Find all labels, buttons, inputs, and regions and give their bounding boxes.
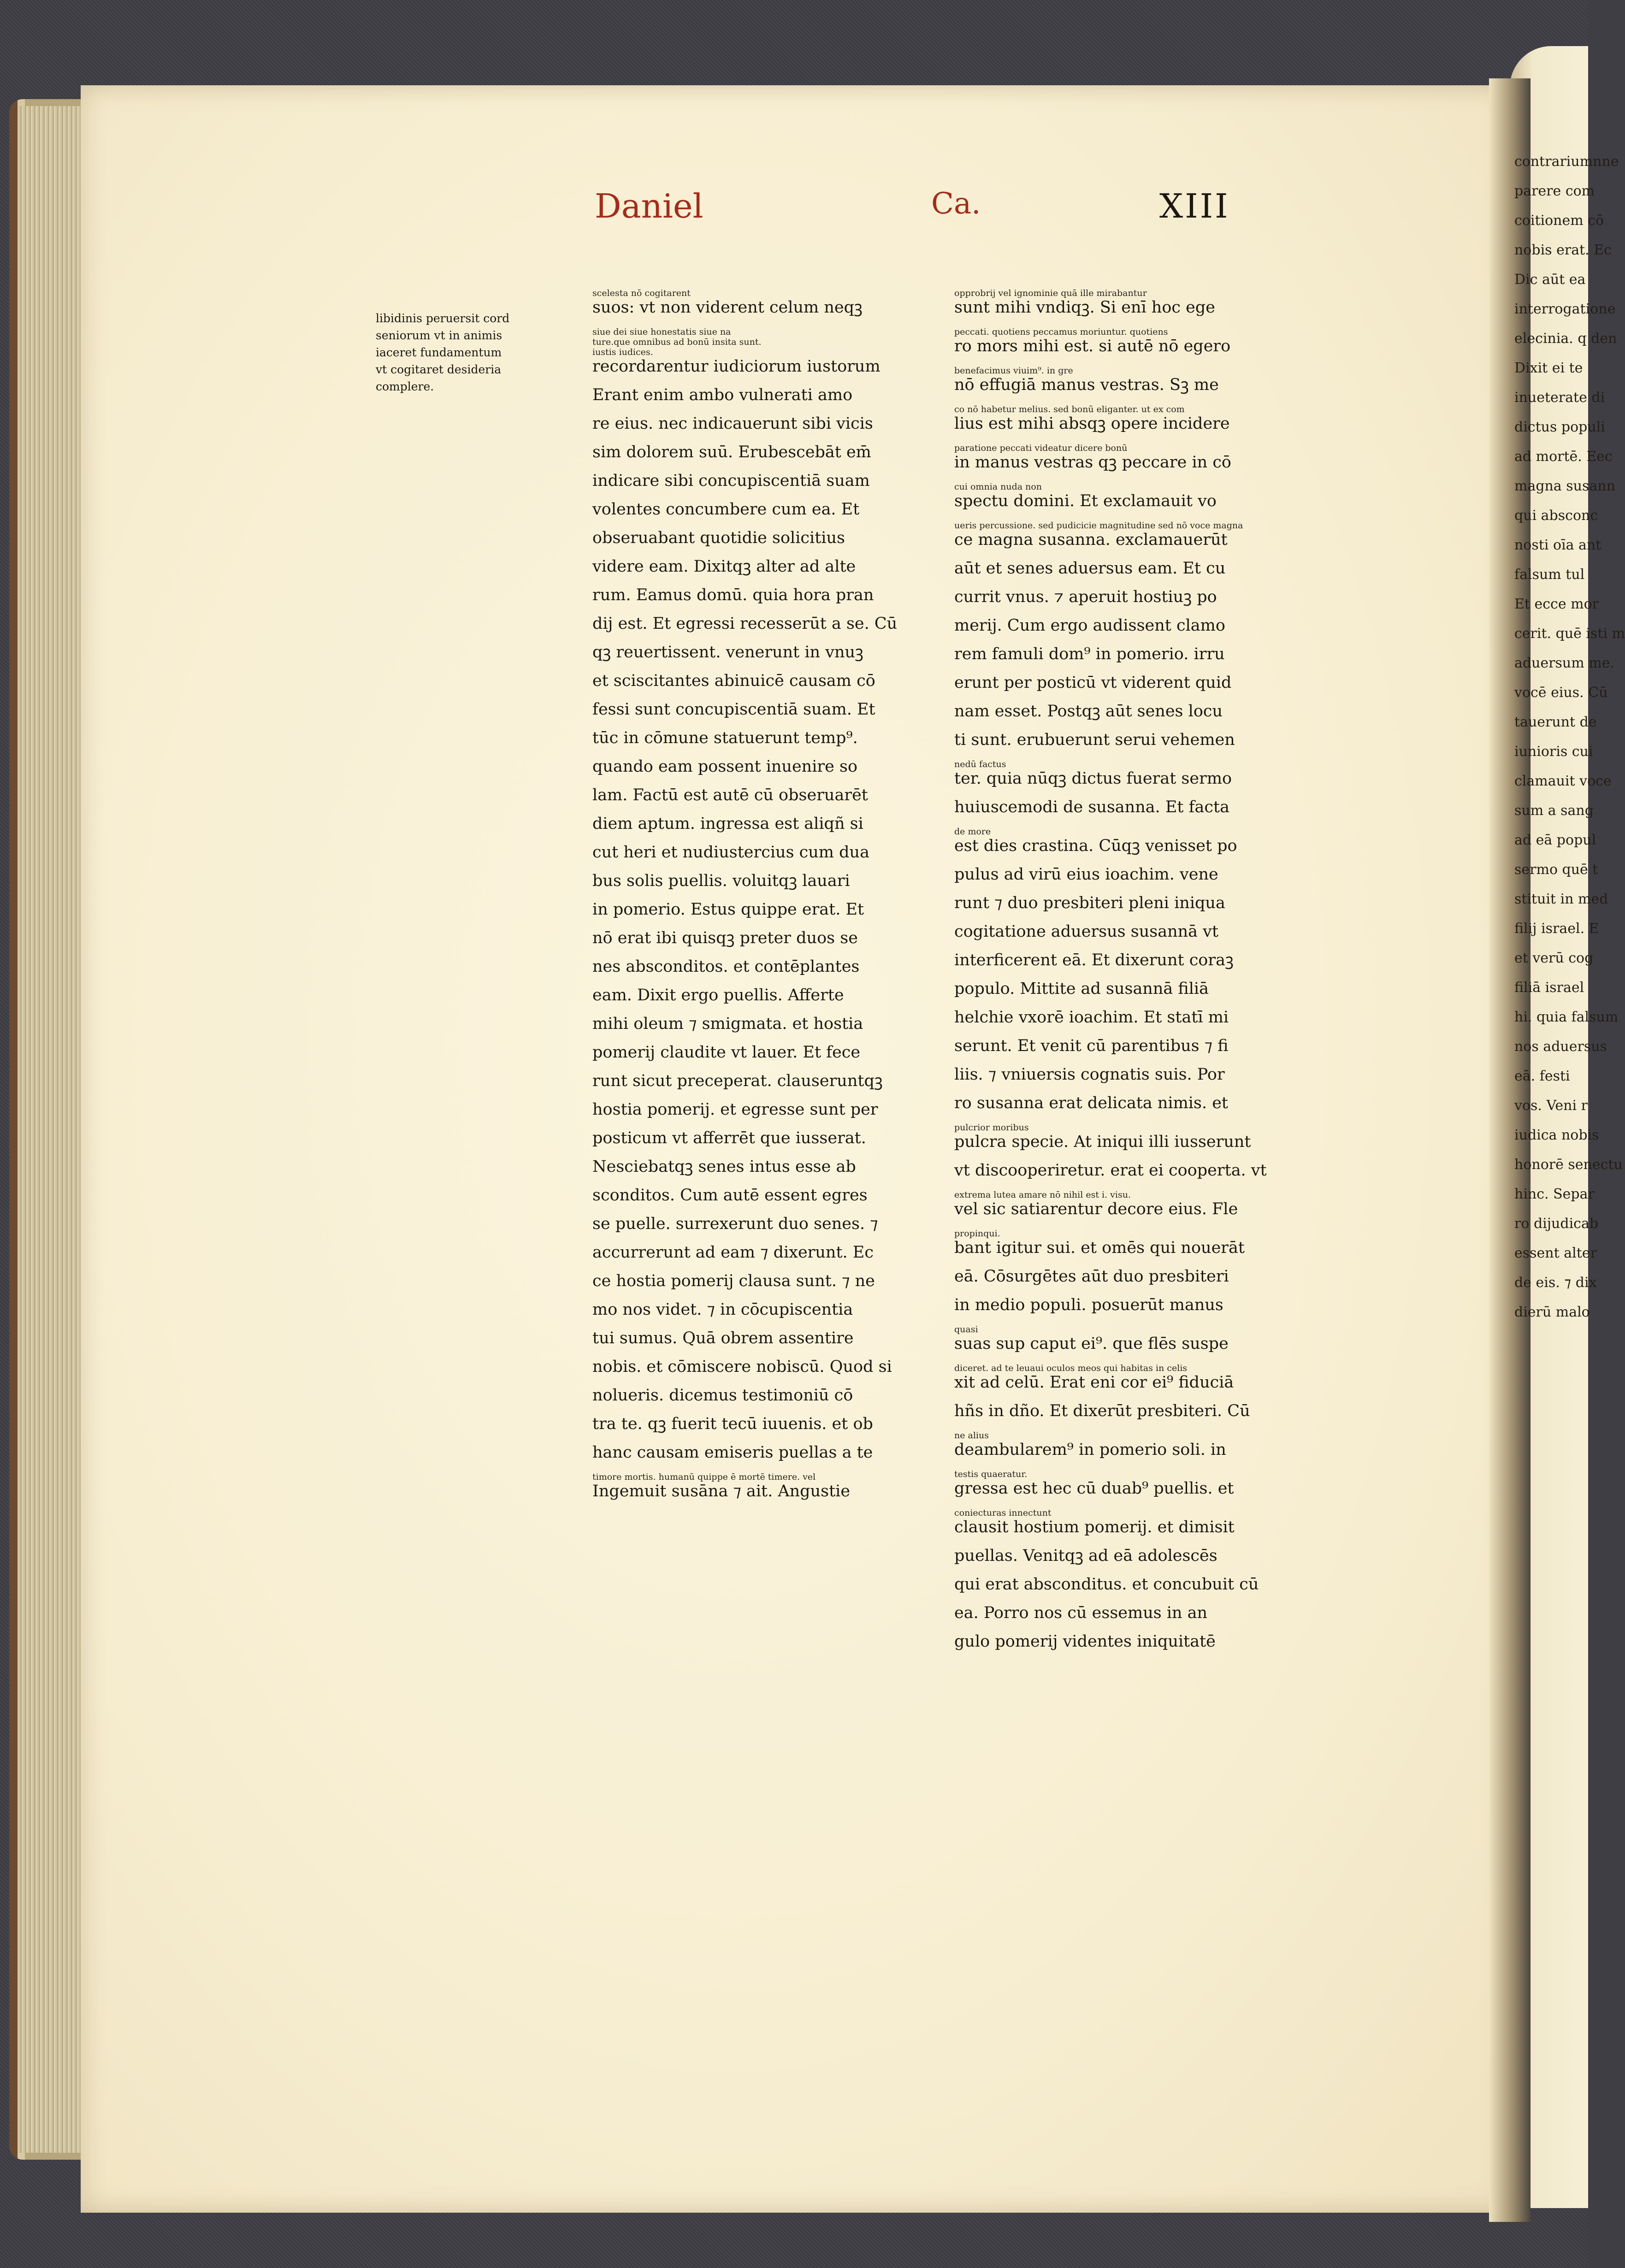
text-line: posticum vt afferrēt que iusserat. bbox=[592, 1129, 866, 1147]
text-line: dij est. Et egressi recesserūt a se. Cū bbox=[592, 614, 898, 633]
text-line: pulcra specie. At iniqui illi iusserunt bbox=[954, 1133, 1251, 1151]
text-line: Nesciebatqꝫ senes intus esse ab bbox=[592, 1158, 856, 1176]
text-line: Et ecce mor bbox=[1514, 596, 1599, 612]
text-line: eam. Dixit ergo puellis. Afferte bbox=[592, 986, 844, 1004]
text-line: sermo quē t bbox=[1514, 862, 1598, 878]
text-line: sim dolorem suū. Erubescebāt em̄ bbox=[592, 443, 871, 461]
text-line: xit ad celū. Erat eni cor ei⁹ fiduciā bbox=[954, 1373, 1234, 1392]
text-line: sum a sang bbox=[1514, 803, 1594, 819]
text-line: mihi oleum ⁊ smigmata. et hostia bbox=[592, 1015, 863, 1033]
text-line: elecinia. q den bbox=[1514, 331, 1617, 347]
text-line: ad mortē. Eec bbox=[1514, 449, 1613, 465]
text-line: aduersum me. bbox=[1514, 655, 1614, 671]
interlinear-gloss: benefacimus viuim⁹. in gre bbox=[954, 366, 1073, 376]
text-line: falsum tul bbox=[1514, 567, 1585, 583]
interlinear-gloss: ne alius bbox=[954, 1430, 989, 1441]
text-line: nos aduersus bbox=[1514, 1039, 1607, 1055]
interlinear-gloss: de more bbox=[954, 827, 991, 837]
running-head-chapter-label: Ca. bbox=[931, 187, 981, 221]
text-line: nes absconditos. et contēplantes bbox=[592, 957, 860, 976]
text-line: recordarentur iudiciorum iustorum bbox=[592, 357, 880, 376]
text-line: runt sicut preceperat. clauseruntqꝫ bbox=[592, 1072, 883, 1090]
text-line: runt ⁊ duo presbiteri pleni iniqua bbox=[954, 894, 1225, 912]
text-line: ro mors mihi est. si autē nō egero bbox=[954, 337, 1231, 355]
text-line: hostia pomerij. et egresse sunt per bbox=[592, 1100, 878, 1119]
text-line: parere com bbox=[1514, 183, 1595, 199]
text-line: helchie vxorē ioachim. Et statī mi bbox=[954, 1008, 1229, 1027]
text-line: nō effugiā manus vestras. Sꝫ me bbox=[954, 376, 1219, 394]
margin-note-line: complere. bbox=[376, 380, 434, 393]
text-line: cogitatione aduersus susannā vt bbox=[954, 922, 1219, 941]
text-line: hanc causam emiseris puellas a te bbox=[592, 1443, 873, 1462]
text-line: et verū cog bbox=[1514, 950, 1594, 966]
interlinear-gloss: ture.que omnibus ad bonū insita sunt. bbox=[592, 337, 762, 347]
text-line: nolueris. dicemus testimoniū cō bbox=[592, 1386, 853, 1405]
text-line: Erant enim ambo vulnerati amo bbox=[592, 386, 853, 404]
text-line: tauerunt de bbox=[1514, 714, 1597, 730]
text-line: re eius. nec indicauerunt sibi vicis bbox=[592, 414, 873, 433]
text-line: indicare sibi concupiscentiā suam bbox=[592, 472, 870, 490]
text-line: lius est mihi absqꝫ opere incidere bbox=[954, 414, 1230, 433]
text-column-right bbox=[954, 288, 1275, 1661]
text-line: qui erat absconditus. et concubuit cū bbox=[954, 1575, 1259, 1594]
text-line: de eis. ⁊ dix bbox=[1514, 1275, 1597, 1291]
text-line: iunioris cui bbox=[1514, 744, 1593, 760]
text-column-left bbox=[592, 288, 897, 1511]
text-line: gulo pomerij videntes iniquitatē bbox=[954, 1632, 1216, 1651]
text-line: rem famuli dom⁹ in pomerio. irru bbox=[954, 645, 1225, 663]
interlinear-gloss: siue dei siue honestatis siue na bbox=[592, 327, 731, 337]
text-line: iudica nobis bbox=[1514, 1127, 1599, 1143]
text-line: coitionem cō bbox=[1514, 213, 1604, 229]
text-line: filiā israel bbox=[1514, 980, 1584, 996]
text-line: stituit in med bbox=[1514, 891, 1608, 907]
text-line: nosti oīa ant bbox=[1514, 537, 1601, 553]
text-line: lam. Factū est autē cū obseruarēt bbox=[592, 786, 868, 804]
text-line: ce magna susanna. exclamauerūt bbox=[954, 531, 1228, 549]
text-line: hñs in dño. Et dixerūt presbiteri. Cū bbox=[954, 1402, 1250, 1420]
text-line: obseruabant quotidie solicitius bbox=[592, 529, 845, 547]
text-line: contrariumnne bbox=[1514, 154, 1619, 170]
interlinear-gloss: peccati. quotiens peccamus moriuntur. quotiens bbox=[954, 327, 1168, 337]
text-line: inueterate di bbox=[1514, 390, 1605, 406]
text-line: serunt. Et venit cū parentibus ⁊ fi bbox=[954, 1037, 1229, 1055]
text-line: honorē senectu bbox=[1514, 1157, 1623, 1173]
text-line: vos. Veni r bbox=[1514, 1098, 1588, 1114]
text-line: eā. festi bbox=[1514, 1068, 1570, 1084]
interlinear-gloss: iustis iudices. bbox=[592, 347, 653, 357]
text-line: Dic aūt ea bbox=[1514, 272, 1586, 288]
interlinear-gloss: nedū factus bbox=[954, 759, 1006, 769]
text-line: interrogatione bbox=[1514, 301, 1616, 317]
text-line: ro susanna erat delicata nimis. et bbox=[954, 1094, 1228, 1112]
text-line: aūt et senes aduersus eam. Et cu bbox=[954, 559, 1226, 578]
margin-gloss bbox=[376, 310, 528, 395]
interlinear-gloss: extrema lutea amare nō nihil est i. visu. bbox=[954, 1190, 1131, 1200]
margin-note-line: libidinis peruersit cord bbox=[376, 312, 510, 325]
interlinear-gloss: coniecturas innectunt bbox=[954, 1508, 1052, 1518]
text-line: qꝫ reuertissent. venerunt in vnuꝫ bbox=[592, 643, 863, 662]
text-line: erunt per posticū vt viderent quid bbox=[954, 673, 1232, 692]
text-line: suas sup caput ei⁹. que flēs suspe bbox=[954, 1335, 1229, 1353]
text-line: in manus vestras qꝫ peccare in cō bbox=[954, 453, 1231, 472]
text-line: vel sic satiarentur decore eius. Fle bbox=[954, 1200, 1238, 1218]
text-line: qui absconc bbox=[1514, 508, 1598, 524]
interlinear-gloss: cui omnia nuda non bbox=[954, 482, 1042, 492]
text-line: bant igitur sui. et omēs qui nouerāt bbox=[954, 1239, 1245, 1257]
interlinear-gloss: timore mortis. humanū quippe ē mortē timere. vel bbox=[592, 1472, 816, 1482]
margin-note-line: vt cogitaret desideria bbox=[376, 363, 502, 376]
text-line: sunt mihi vndiqꝫ. Si enī hoc ege bbox=[954, 298, 1215, 317]
text-line: dierū malo bbox=[1514, 1304, 1590, 1320]
text-line: magna susann bbox=[1514, 478, 1615, 494]
text-line: Ingemuit susāna ⁊ ait. Angustie bbox=[592, 1482, 851, 1500]
text-line: clamauit voce bbox=[1514, 773, 1612, 789]
text-line: suos: vt non viderent celum neqꝫ bbox=[592, 298, 863, 317]
text-line: nam esset. Postqꝫ aūt senes locu bbox=[954, 702, 1223, 721]
interlinear-gloss: diceret. ad te leuaui oculos meos qui habitas in celis bbox=[954, 1363, 1188, 1373]
interlinear-gloss: testis quaeratur. bbox=[954, 1469, 1028, 1479]
text-line: cut heri et nudiustercius cum dua bbox=[592, 843, 869, 862]
text-line: puellas. Venitqꝫ ad eā adolescēs bbox=[954, 1547, 1217, 1565]
text-line: Dixit ei te bbox=[1514, 360, 1583, 376]
text-line: eā. Cōsurgētes aūt duo presbiteri bbox=[954, 1267, 1229, 1286]
text-line: nobis erat. Ec bbox=[1514, 242, 1612, 258]
text-line: bus solis puellis. voluitqꝫ lauari bbox=[592, 872, 850, 890]
text-line: ter. quia nūqꝫ dictus fuerat sermo bbox=[954, 769, 1232, 788]
interlinear-gloss: co nō habetur melius. sed bonū eliganter. ut ex com bbox=[954, 404, 1185, 414]
text-line: hi. quia falsum bbox=[1514, 1009, 1619, 1025]
text-line: liis. ⁊ vniuersis cognatis suis. Por bbox=[954, 1065, 1225, 1084]
text-line: vt discooperiretur. erat ei cooperta. vt bbox=[954, 1161, 1267, 1180]
margin-note-line: seniorum vt in animis bbox=[376, 329, 502, 342]
text-line: rum. Eamus domū. quia hora pran bbox=[592, 586, 874, 604]
text-line: currit vnus. ⁊ aperuit hostiuꝫ po bbox=[954, 588, 1217, 606]
text-line: tūc in cōmune statuerunt temp⁹. bbox=[592, 729, 858, 747]
text-line: fessi sunt concupiscentiā suam. Et bbox=[592, 700, 875, 719]
text-line: ti sunt. erubuerunt serui vehemen bbox=[954, 731, 1235, 749]
text-line: huiuscemodi de susanna. Et facta bbox=[954, 798, 1229, 816]
text-line: filij israel. E bbox=[1514, 921, 1599, 937]
text-line: pulus ad virū eius ioachim. vene bbox=[954, 865, 1218, 884]
interlinear-gloss: pulcrior moribus bbox=[954, 1122, 1029, 1133]
text-line: hinc. Separ bbox=[1514, 1186, 1595, 1202]
running-head-book: Daniel bbox=[595, 187, 703, 225]
text-line: in pomerio. Estus quippe erat. Et bbox=[592, 900, 864, 919]
text-line: interficerent eā. Et dixerunt coraꝫ bbox=[954, 951, 1234, 969]
text-line: quando eam possent inuenire so bbox=[592, 757, 858, 776]
text-line: cerit. quē isti m bbox=[1514, 626, 1625, 642]
text-line: essent alter bbox=[1514, 1245, 1597, 1261]
text-line: est dies crastina. Cūqꝫ venisset po bbox=[954, 837, 1237, 855]
text-line: sconditos. Cum autē essent egres bbox=[592, 1186, 868, 1205]
text-line: mo nos videt. ⁊ in cōcupiscentia bbox=[592, 1300, 853, 1319]
text-line: spectu domini. Et exclamauit vo bbox=[954, 492, 1217, 510]
text-line: vocē eius. Cū bbox=[1514, 685, 1608, 701]
text-line: merij. Cum ergo audissent clamo bbox=[954, 616, 1225, 635]
text-line: in medio populi. posuerūt manus bbox=[954, 1296, 1223, 1314]
text-line: accurrerunt ad eam ⁊ dixerunt. Ec bbox=[592, 1243, 874, 1262]
text-line: volentes concumbere cum ea. Et bbox=[592, 500, 860, 519]
facing-page-text bbox=[1514, 152, 1625, 1332]
text-line: deambularem⁹ in pomerio soli. in bbox=[954, 1441, 1226, 1459]
text-line: ad eā popul bbox=[1514, 832, 1596, 848]
interlinear-gloss: opprobrij vel ignominie quā ille mirabantur bbox=[954, 288, 1147, 298]
text-line: nō erat ibi quisqꝫ preter duos se bbox=[592, 929, 858, 947]
text-line: dictus populi bbox=[1514, 419, 1605, 435]
text-line: tui sumus. Quā obrem assentire bbox=[592, 1329, 854, 1347]
text-line: pomerij claudite vt lauer. Et fece bbox=[592, 1043, 861, 1062]
text-line: se puelle. surrexerunt duo senes. ⁊ bbox=[592, 1215, 878, 1233]
text-line: populo. Mittite ad susannā filiā bbox=[954, 980, 1209, 998]
text-line: gressa est hec cū duab⁹ puellis. et bbox=[954, 1479, 1234, 1498]
text-line: ea. Porro nos cū essemus in an bbox=[954, 1604, 1208, 1622]
interlinear-gloss: paratione peccati videatur dicere bonū bbox=[954, 443, 1128, 453]
text-line: tra te. qꝫ fuerit tecū iuuenis. et ob bbox=[592, 1415, 873, 1433]
text-line: clausit hostium pomerij. et dimisit bbox=[954, 1518, 1235, 1536]
text-line: et sciscitantes abinuicē causam cō bbox=[592, 672, 875, 690]
margin-note-line: iaceret fundamentum bbox=[376, 346, 502, 359]
text-line: ce hostia pomerij clausa sunt. ⁊ ne bbox=[592, 1272, 875, 1290]
text-line: videre eam. Dixitqꝫ alter ad alte bbox=[592, 557, 856, 576]
text-line: nobis. et cōmiscere nobiscū. Quod si bbox=[592, 1358, 892, 1376]
text-line: diem aptum. ingressa est aliqñ si bbox=[592, 815, 863, 833]
interlinear-gloss: ueris percussione. sed pudicicie magnitudine sed nō voce magna bbox=[954, 520, 1243, 531]
interlinear-gloss: propinqui. bbox=[954, 1228, 1000, 1239]
interlinear-gloss: scelesta nō cogitarent bbox=[592, 288, 691, 298]
interlinear-gloss: quasi bbox=[954, 1324, 978, 1335]
text-line: ro dijudicab bbox=[1514, 1216, 1599, 1232]
running-head-chapter-number: XIII bbox=[1159, 187, 1230, 225]
